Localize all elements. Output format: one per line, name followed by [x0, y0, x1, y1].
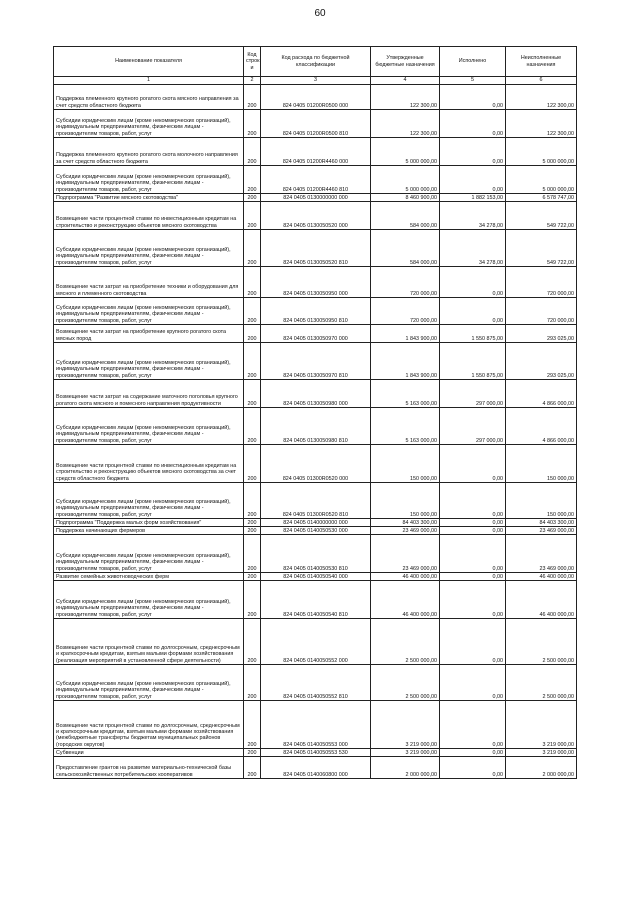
- header-executed: Исполнено: [440, 47, 506, 77]
- row-classification-cell: 824 0405 0140050553 530: [261, 749, 371, 757]
- column-number: 4: [371, 77, 440, 85]
- row-executed-cell: 0,00: [440, 535, 506, 573]
- row-unexecuted-cell: 2 500 000,00: [506, 665, 577, 701]
- table-row: [54, 519, 577, 527]
- row-unexecuted-cell: 293 025,00: [506, 325, 577, 343]
- row-unexecuted-cell: 4 866 000,00: [506, 380, 577, 408]
- row-name-cell: Субсидии юридическим лицам (кроме некоммерческих организаций), индивидуальным предпринимателям, физическим лицам - производителям товаров, работ, услуг: [54, 665, 244, 701]
- table-row: [54, 749, 577, 757]
- page-number: 60: [314, 8, 326, 19]
- row-unexecuted-cell: 122 300,00: [506, 110, 577, 138]
- row-code-cell: 200: [244, 343, 261, 380]
- row-code-cell: 200: [244, 749, 261, 757]
- row-name-cell: Поддержка племенного крупного рогатого скота молочного направления за счет средств областного бюджета: [54, 138, 244, 166]
- row-classification-cell: 824 0405 0140050552 000: [261, 619, 371, 665]
- row-name-cell: Субсидии юридическим лицам (кроме некоммерческих организаций), индивидуальным предпринимателям, физическим лицам - производителям товаров, работ, услуг: [54, 483, 244, 519]
- row-executed-cell: 0,00: [440, 757, 506, 779]
- row-approved-cell: 122 300,00: [371, 85, 440, 110]
- row-code-cell: 200: [244, 194, 261, 202]
- row-code-cell: 200: [244, 581, 261, 619]
- row-executed-cell: 0,00: [440, 138, 506, 166]
- row-classification-cell: 824 0405 01200R4460 810: [261, 166, 371, 194]
- row-approved-cell: 720 000,00: [371, 298, 440, 325]
- row-approved-cell: 5 000 000,00: [371, 138, 440, 166]
- row-unexecuted-cell: 6 578 747,00: [506, 194, 577, 202]
- row-approved-cell: 2 500 000,00: [371, 665, 440, 701]
- table-row: [54, 757, 577, 779]
- table-row: [54, 527, 577, 535]
- row-code-cell: 200: [244, 85, 261, 110]
- row-classification-cell: 824 0405 0140050553 000: [261, 701, 371, 749]
- row-unexecuted-cell: 46 400 000,00: [506, 573, 577, 581]
- row-approved-cell: 720 000,00: [371, 267, 440, 298]
- row-approved-cell: 3 219 000,00: [371, 701, 440, 749]
- row-approved-cell: 3 219 000,00: [371, 749, 440, 757]
- row-unexecuted-cell: 549 722,00: [506, 230, 577, 267]
- row-code-cell: 200: [244, 230, 261, 267]
- row-name-cell: Возмещение части процентной ставки по долгосрочным, среднесрочным и краткосрочным кредитам, взятым малыми формами хозяйствования (реализация мероприятий в установленной сфере деятельности): [54, 619, 244, 665]
- row-approved-cell: 150 000,00: [371, 483, 440, 519]
- row-executed-cell: 0,00: [440, 519, 506, 527]
- table-row: [54, 202, 577, 230]
- row-code-cell: 200: [244, 325, 261, 343]
- row-code-cell: 200: [244, 110, 261, 138]
- table-row: [54, 445, 577, 483]
- row-executed-cell: 0,00: [440, 581, 506, 619]
- row-executed-cell: 297 000,00: [440, 408, 506, 445]
- header-line-code: Код строк и: [244, 47, 261, 77]
- table-row: [54, 408, 577, 445]
- row-unexecuted-cell: 84 403 300,00: [506, 519, 577, 527]
- table-row: [54, 581, 577, 619]
- row-executed-cell: 0,00: [440, 665, 506, 701]
- row-unexecuted-cell: 2 500 000,00: [506, 619, 577, 665]
- column-number: 5: [440, 77, 506, 85]
- row-name-cell: Субсидии юридическим лицам (кроме некоммерческих организаций), индивидуальным предпринимателям, физическим лицам - производителям товаров, работ, услуг: [54, 298, 244, 325]
- row-classification-cell: 824 0405 0140050540 810: [261, 581, 371, 619]
- row-unexecuted-cell: 3 219 000,00: [506, 749, 577, 757]
- row-code-cell: 200: [244, 138, 261, 166]
- column-number: 3: [261, 77, 371, 85]
- table-row: [54, 483, 577, 519]
- row-approved-cell: 2 500 000,00: [371, 619, 440, 665]
- row-code-cell: 200: [244, 519, 261, 527]
- row-code-cell: 200: [244, 527, 261, 535]
- row-classification-cell: 824 0405 0140000000 000: [261, 519, 371, 527]
- row-unexecuted-cell: 122 300,00: [506, 85, 577, 110]
- row-approved-cell: 5 163 000,00: [371, 408, 440, 445]
- row-code-cell: 200: [244, 380, 261, 408]
- row-executed-cell: 0,00: [440, 166, 506, 194]
- row-unexecuted-cell: 5 000 000,00: [506, 166, 577, 194]
- budget-execution-table: [53, 46, 577, 779]
- table-row: [54, 194, 577, 202]
- row-name-cell: Подпрограмма "Развитие мясного скотоводства": [54, 194, 244, 202]
- row-unexecuted-cell: 150 000,00: [506, 483, 577, 519]
- row-classification-cell: 824 0405 0130000000 000: [261, 194, 371, 202]
- row-classification-cell: 824 0405 0140060800 000: [261, 757, 371, 779]
- row-approved-cell: 5 163 000,00: [371, 380, 440, 408]
- row-name-cell: Субсидии юридическим лицам (кроме некоммерческих организаций), индивидуальным предпринимателям, физическим лицам - производителям товаров, работ, услуг: [54, 166, 244, 194]
- row-classification-cell: 824 0405 0130050970 000: [261, 325, 371, 343]
- row-approved-cell: 584 000,00: [371, 202, 440, 230]
- row-name-cell: Возмещение части процентной ставки по долгосрочным, среднесрочным и краткосрочным кредитам, взятым малыми формами хозяйствования (межбюджетные трансферты бюджетам муниципальных районов (городских округов): [54, 701, 244, 749]
- row-approved-cell: 1 843 900,00: [371, 343, 440, 380]
- row-name-cell: Поддержка племенного крупного рогатого скота мясного направления за счет средств областного бюджета: [54, 85, 244, 110]
- row-code-cell: 200: [244, 757, 261, 779]
- table-row: [54, 573, 577, 581]
- row-unexecuted-cell: 4 866 000,00: [506, 408, 577, 445]
- table-row: [54, 701, 577, 749]
- row-approved-cell: 122 300,00: [371, 110, 440, 138]
- row-code-cell: 200: [244, 665, 261, 701]
- row-classification-cell: 824 0405 01300R0520 810: [261, 483, 371, 519]
- row-unexecuted-cell: 46 400 000,00: [506, 581, 577, 619]
- table-row: [54, 230, 577, 267]
- row-executed-cell: 0,00: [440, 701, 506, 749]
- row-classification-cell: 824 0405 01200R4460 000: [261, 138, 371, 166]
- table-row: [54, 85, 577, 110]
- row-executed-cell: 0,00: [440, 298, 506, 325]
- column-number: 1: [54, 77, 244, 85]
- row-code-cell: 200: [244, 619, 261, 665]
- row-unexecuted-cell: 549 722,00: [506, 202, 577, 230]
- row-executed-cell: 34 278,00: [440, 230, 506, 267]
- row-name-cell: Возмещение части затрат на содержание маточного поголовья крупного рогатого скота мясного и помесного направления продуктивности: [54, 380, 244, 408]
- row-name-cell: Поддержка начинающих фермеров: [54, 527, 244, 535]
- table-row: [54, 535, 577, 573]
- table-row: [54, 298, 577, 325]
- row-approved-cell: 1 843 900,00: [371, 325, 440, 343]
- row-code-cell: 200: [244, 445, 261, 483]
- row-unexecuted-cell: 2 000 000,00: [506, 757, 577, 779]
- row-name-cell: Возмещение части затрат на приобретение крупного рогатого скота мясных пород: [54, 325, 244, 343]
- row-classification-cell: 824 0405 0140050530 000: [261, 527, 371, 535]
- column-number-row: [54, 77, 577, 85]
- table-row: [54, 166, 577, 194]
- row-classification-cell: 824 0405 01200R0500 000: [261, 85, 371, 110]
- row-unexecuted-cell: 720 000,00: [506, 298, 577, 325]
- row-executed-cell: 1 550 875,00: [440, 325, 506, 343]
- row-code-cell: 200: [244, 535, 261, 573]
- header-indicator-name: Наименование показателя: [54, 47, 244, 77]
- row-classification-cell: 824 0405 0130050950 000: [261, 267, 371, 298]
- table-row: [54, 343, 577, 380]
- row-name-cell: Возмещение части процентной ставки по инвестиционным кредитам на строительство и реконструкцию объектов мясного скотоводства: [54, 202, 244, 230]
- row-classification-cell: 824 0405 01200R0500 810: [261, 110, 371, 138]
- row-unexecuted-cell: 23 469 000,00: [506, 527, 577, 535]
- row-classification-cell: 824 0405 0130050970 810: [261, 343, 371, 380]
- row-code-cell: 200: [244, 701, 261, 749]
- table-row: [54, 665, 577, 701]
- header-row: [54, 47, 577, 77]
- table-row: [54, 267, 577, 298]
- row-code-cell: 200: [244, 408, 261, 445]
- row-name-cell: Субсидии юридическим лицам (кроме некоммерческих организаций), индивидуальным предпринимателям, физическим лицам - производителям товаров, работ, услуг: [54, 535, 244, 573]
- row-approved-cell: 5 000 000,00: [371, 166, 440, 194]
- row-name-cell: Возмещение части процентной ставки по инвестиционным кредитам на строительство и реконструкцию объектов мясного скотоводства за счет средств областного бюджета: [54, 445, 244, 483]
- table-row: [54, 619, 577, 665]
- row-name-cell: Субсидии юридическим лицам (кроме некоммерческих организаций), индивидуальным предпринимателям, физическим лицам - производителям товаров, работ, услуг: [54, 581, 244, 619]
- row-executed-cell: 0,00: [440, 110, 506, 138]
- row-name-cell: Возмещение части затрат на приобретение техники и оборудования для мясного и племенного скотоводства: [54, 267, 244, 298]
- row-approved-cell: 46 400 000,00: [371, 573, 440, 581]
- row-classification-cell: 824 0405 0130050950 810: [261, 298, 371, 325]
- row-code-cell: 200: [244, 298, 261, 325]
- row-approved-cell: 8 460 900,00: [371, 194, 440, 202]
- row-executed-cell: 0,00: [440, 445, 506, 483]
- row-executed-cell: 297 000,00: [440, 380, 506, 408]
- table-body: [54, 85, 577, 779]
- row-classification-cell: 824 0405 0130050520 000: [261, 202, 371, 230]
- row-classification-cell: 824 0405 0140050540 000: [261, 573, 371, 581]
- header-unexecuted: Неисполненные назначения: [506, 47, 577, 77]
- row-executed-cell: 34 278,00: [440, 202, 506, 230]
- row-name-cell: Подпрограмма "Поддержка малых форм хозяйствования": [54, 519, 244, 527]
- row-unexecuted-cell: 5 000 000,00: [506, 138, 577, 166]
- row-unexecuted-cell: 23 469 000,00: [506, 535, 577, 573]
- row-classification-cell: 824 0405 0140050552 810: [261, 665, 371, 701]
- column-number: 2: [244, 77, 261, 85]
- row-approved-cell: 46 400 000,00: [371, 581, 440, 619]
- table-row: [54, 138, 577, 166]
- row-code-cell: 200: [244, 483, 261, 519]
- column-number: 6: [506, 77, 577, 85]
- row-name-cell: Субсидии юридическим лицам (кроме некоммерческих организаций), индивидуальным предпринимателям, физическим лицам - производителям товаров, работ, услуг: [54, 343, 244, 380]
- table-row: [54, 325, 577, 343]
- row-unexecuted-cell: 150 000,00: [506, 445, 577, 483]
- row-code-cell: 200: [244, 166, 261, 194]
- row-unexecuted-cell: 293 025,00: [506, 343, 577, 380]
- row-classification-cell: 824 0405 0130050520 810: [261, 230, 371, 267]
- row-approved-cell: 584 000,00: [371, 230, 440, 267]
- row-name-cell: Субвенции: [54, 749, 244, 757]
- row-name-cell: Субсидии юридическим лицам (кроме некоммерческих организаций), индивидуальным предпринимателям, физическим лицам - производителям товаров, работ, услуг: [54, 110, 244, 138]
- row-executed-cell: 0,00: [440, 749, 506, 757]
- row-approved-cell: 150 000,00: [371, 445, 440, 483]
- row-executed-cell: 0,00: [440, 267, 506, 298]
- row-name-cell: Развитие семейных животноводческих ферм: [54, 573, 244, 581]
- row-code-cell: 200: [244, 267, 261, 298]
- row-code-cell: 200: [244, 573, 261, 581]
- row-approved-cell: 84 403 300,00: [371, 519, 440, 527]
- row-approved-cell: 23 469 000,00: [371, 527, 440, 535]
- row-name-cell: Субсидии юридическим лицам (кроме некоммерческих организаций), индивидуальным предпринимателям, физическим лицам - производителям товаров, работ, услуг: [54, 408, 244, 445]
- row-approved-cell: 23 469 000,00: [371, 535, 440, 573]
- table-row: [54, 380, 577, 408]
- row-unexecuted-cell: 720 000,00: [506, 267, 577, 298]
- row-name-cell: Предоставление грантов на развитие материально-технической базы сельскохозяйственных потребительских кооперативов: [54, 757, 244, 779]
- row-unexecuted-cell: 3 219 000,00: [506, 701, 577, 749]
- header-approved: Утвержденные бюджетные назначения: [371, 47, 440, 77]
- row-executed-cell: 0,00: [440, 85, 506, 110]
- row-executed-cell: 1 550 875,00: [440, 343, 506, 380]
- row-executed-cell: 0,00: [440, 527, 506, 535]
- row-executed-cell: 0,00: [440, 573, 506, 581]
- table-row: [54, 110, 577, 138]
- row-approved-cell: 2 000 000,00: [371, 757, 440, 779]
- row-executed-cell: 0,00: [440, 619, 506, 665]
- row-code-cell: 200: [244, 202, 261, 230]
- row-classification-cell: 824 0405 01300R0520 000: [261, 445, 371, 483]
- row-executed-cell: 0,00: [440, 483, 506, 519]
- row-classification-cell: 824 0405 0130050980 000: [261, 380, 371, 408]
- header-budget-classification: Код расхода по бюджетной классификации: [261, 47, 371, 77]
- row-classification-cell: 824 0405 0140050530 810: [261, 535, 371, 573]
- row-name-cell: Субсидии юридическим лицам (кроме некоммерческих организаций), индивидуальным предпринимателям, физическим лицам - производителям товаров, работ, услуг: [54, 230, 244, 267]
- row-executed-cell: 1 882 153,00: [440, 194, 506, 202]
- row-classification-cell: 824 0405 0130050980 810: [261, 408, 371, 445]
